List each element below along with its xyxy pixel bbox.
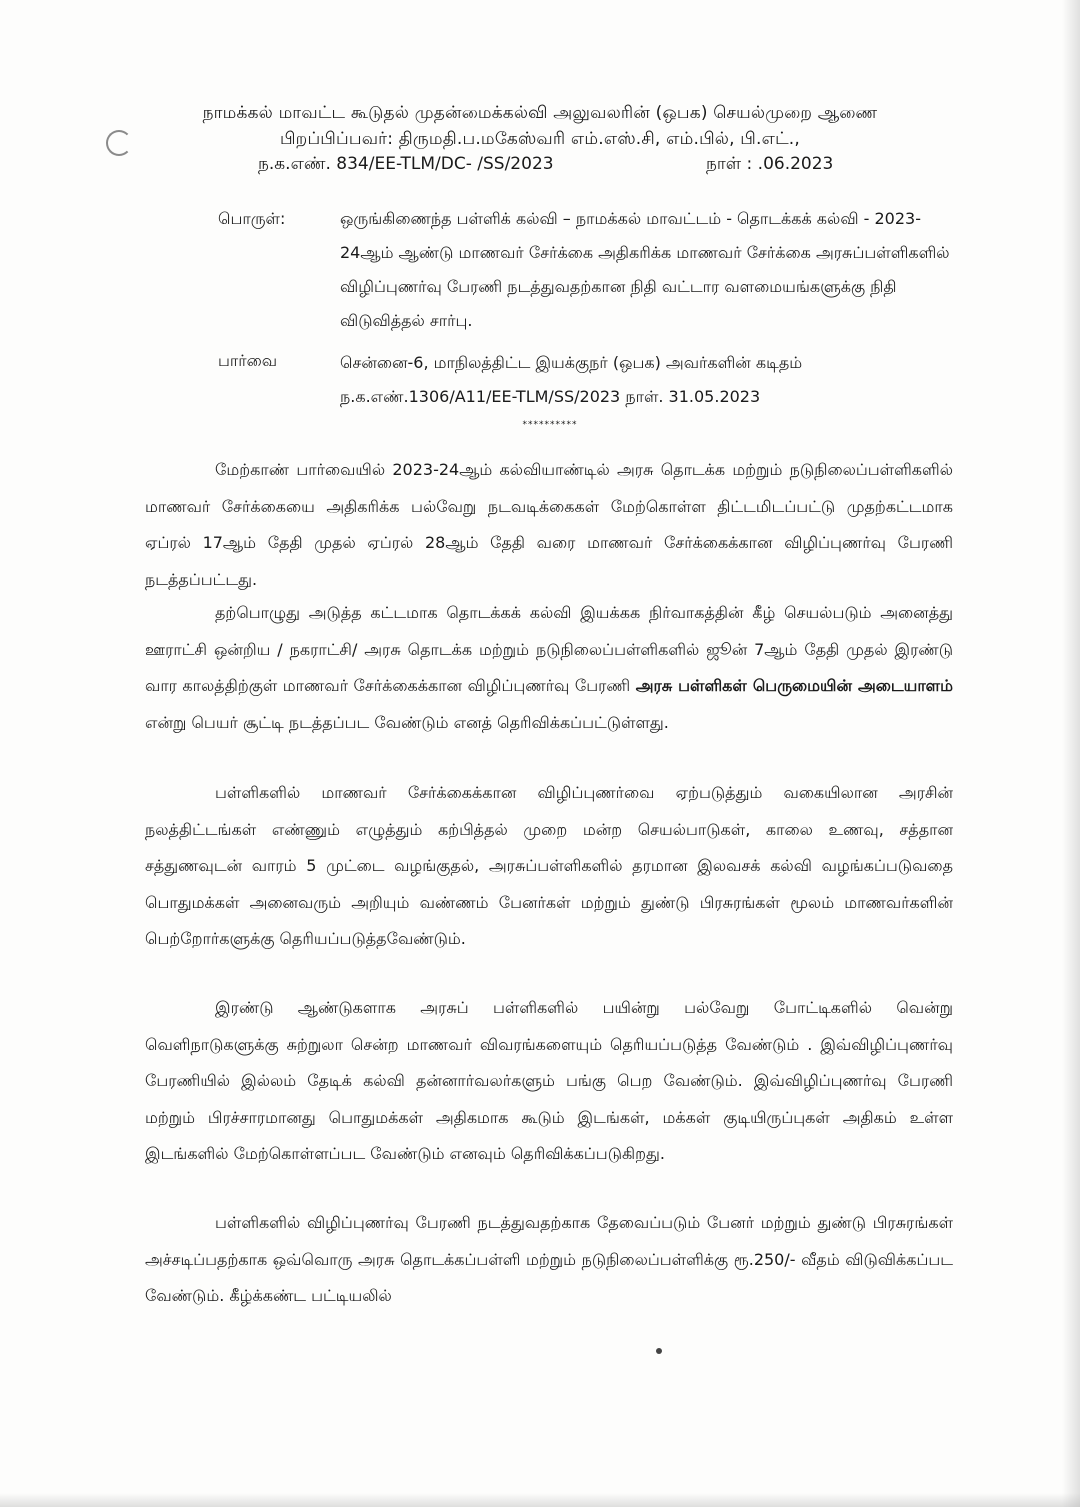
scan-speck: [656, 1348, 662, 1354]
reference-line-2: ந.க.எண்.1306/A11/EE-TLM/SS/2023 நாள். 31.05.2023: [340, 387, 761, 406]
paragraph-2-text-start: தற்பொழுது அடுத்த கட்டமாக தொடக்கக் கல்வி இயக்கக நிர்வாகத்தின் கீழ் செயல்படும் அனைத்து ஊராட்சி ஒன்றிய / நகராட்சி/ அரசு தொடக்க மற்றும் நடுநிலைப்பள்ளிகளில் ஜூன் 7ஆம் தேதி முதல் இரண்டு வார காலத்திற்குள் மாணவர் சேர்க்கைக்கான விழிப்புணர்வு பேரணி: [145, 603, 953, 695]
reference-text: [340, 346, 960, 414]
reference-label: பார்வை: [218, 351, 278, 370]
subject-text: ஒருங்கிணைந்த பள்ளிக் கல்வி – நாமக்கல் மாவட்டம் - தொடக்கக் கல்வி - 2023-24ஆம் ஆண்டு மாணவர் சேர்க்கை அதிகரிக்க மாணவர் சேர்க்கை அரசுப்பள்ளிகளில் விழிப்புணர்வு பேரணி நடத்துவதற்கான நிதி வட்டார வளமையங்களுக்கு நிதி விடுவித்தல் சார்பு.: [340, 209, 950, 330]
page-bottom-shadow: [0, 1493, 1080, 1507]
paragraph-2-text-end: என்று பெயர் சூட்டி நடத்தப்பட வேண்டும் எனத் தெரிவிக்கப்பட்டுள்ளது.: [145, 712, 669, 732]
page-edge-shadow: [1062, 0, 1080, 1507]
body-paragraph-2: [145, 595, 953, 741]
proceedings-title: நாமக்கல் மாவட்ட கூடுதல் முதன்மைக்கல்வி அலுவலரின் (ஒபக) செயல்முறை ஆணை: [202, 103, 878, 123]
issuer-line: பிறப்பிப்பவர்: திருமதி.ப.மகேஸ்வரி எம்.எஸ்.சி, எம்.பில், பி.எட்.,: [279, 129, 801, 149]
subject-label: பொருள்:: [218, 209, 286, 228]
body-paragraph-3: பள்ளிகளில் மாணவர் சேர்க்கைக்கான விழிப்புணர்வை ஏற்படுத்தும் வகையிலான அரசின் நலத்திட்டங்கள் எண்ணும் எழுத்தும் கற்பித்தல் முறை மன்ற செயல்பாடுகள், காலை உணவு, சத்தான சத்துணவுடன் வாரம் 5 முட்டை வழங்குதல், அரசுப்பள்ளிகளில் தரமான இலவசக் கல்வி வழங்கப்படுவதை பொதுமக்கள் அனைவரும் அறியும் வண்ணம் பேனர்கள் மற்றும் துண்டு பிரசுரங்கள் மூலம் மாணவர்களின் பெற்றோர்களுக்கு தெரியப்படுத்தவேண்டும்.: [145, 783, 953, 948]
campaign-name: அரசு பள்ளிகள் பெருமையின் அடையாளம்: [635, 676, 953, 695]
issue-date: நாள் : .06.2023: [706, 154, 834, 174]
separator-stars: **********: [522, 420, 578, 430]
body-paragraph-5: பள்ளிகளில் விழிப்புணர்வு பேரணி நடத்துவதற்காக தேவைப்படும் பேனர் மற்றும் துண்டு பிரசுரங்கள் அச்சடிப்பதற்காக ஒவ்வொரு அரசு தொடக்கப்பள்ளி மற்றும் நடுநிலைப்பள்ளிக்கு ரூ.250/- வீதம் விடுவிக்கப்பட வேண்டும். கீழ்க்கண்ட பட்டியலில்: [145, 1213, 953, 1305]
reference-line-1: சென்னை-6, மாநிலத்திட்ட இயக்குநர் (ஒபக) அவர்களின் கடிதம்: [340, 353, 803, 372]
body-paragraph-1: மேற்காண் பார்வையில் 2023-24ஆம் கல்வியாண்டில் அரசு தொடக்க மற்றும் நடுநிலைப்பள்ளிகளில் மாணவர் சேர்க்கையை அதிகரிக்க பல்வேறு நடவடிக்கைகள் மேற்கொள்ள திட்டமிடப்பட்டு முதற்கட்டமாக ஏப்ரல் 17ஆம் தேதி முதல் ஏப்ரல் 28ஆம் தேதி வரை மாணவர் சேர்க்கைக்கான விழிப்புணர்வு பேரணி நடத்தப்பட்டது.: [145, 460, 953, 589]
body-paragraph-4: இரண்டு ஆண்டுகளாக அரசுப் பள்ளிகளில் பயின்று பல்வேறு போட்டிகளில் வென்று வெளிநாடுகளுக்கு சுற்றுலா சென்ற மாணவர் விவரங்களையும் தெரியப்படுத்த வேண்டும் . இவ்விழிப்புணர்வு பேரணியில் இல்லம் தேடிக் கல்வி தன்னார்வலர்களும் பங்கு பெற வேண்டும். இவ்விழிப்புணர்வு பேரணி மற்றும் பிரச்சாரமானது பொதுமக்கள் அதிகமாக கூடும் இடங்கள், மக்கள் குடியிருப்புகள் அதிகம் உள்ள இடங்களில் மேற்கொள்ளப்பட வேண்டும் எனவும் தெரிவிக்கப்படுகிறது.: [145, 998, 954, 1163]
reference-number: ந.க.எண். 834/EE-TLM/DC- /SS/2023: [258, 154, 554, 174]
